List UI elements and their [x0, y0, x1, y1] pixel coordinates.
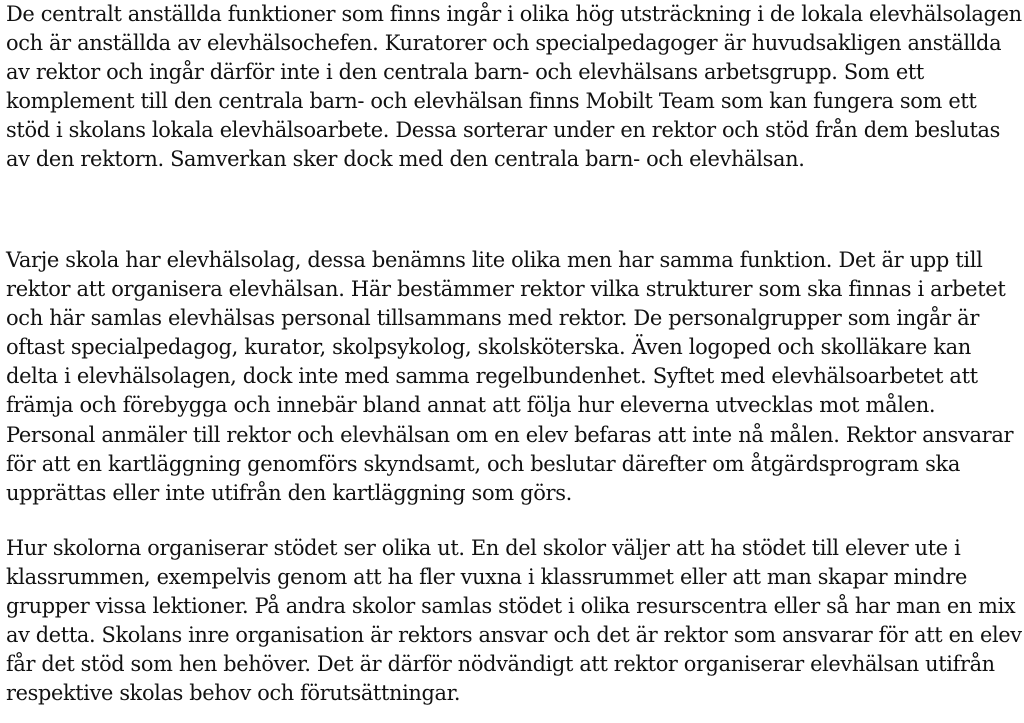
paragraph-support-organisation — [6, 534, 1024, 709]
text-line: får det stöd som hen behöver. Det är därför nödvändigt att rektor organiserar elevhälsan utifrån — [6, 652, 995, 677]
text-line: och här samlas elevhälsas personal tillsammans med rektor. De personalgrupper som ingår är — [6, 306, 980, 331]
text-line: upprättas eller inte utifrån den kartläggning som görs. — [6, 480, 572, 505]
text-line: delta i elevhälsolagen, dock inte med samma regelbundenhet. Syftet med elevhälsoarbetet att — [6, 364, 978, 389]
text-line: av rektor och ingår därför inte i den centrala barn- och elevhälsans arbetsgrupp. Som ett — [6, 60, 924, 85]
paragraph-school-health-teams — [6, 246, 1013, 508]
text-line: klassrummen, exempelvis genom att ha fler vuxna i klassrummet eller att man skapar mindre — [6, 565, 967, 590]
text-line: komplement till den centrala barn- och elevhälsan finns Mobilt Team som kan fungera som ett — [6, 89, 977, 114]
text-line: rektor att organisera elevhälsan. Här bestämmer rektor vilka strukturer som ska finnas i arbetet — [6, 277, 1006, 302]
paragraph-central-functions — [6, 0, 1024, 175]
text-line: av detta. Skolans inre organisation är rektors ansvar och det är rektor som ansvarar för att en elev — [6, 623, 1022, 648]
text-line: respektive skolas behov och förutsättningar. — [6, 681, 461, 706]
text-line: främja och förebygga och innebär bland annat att följa hur eleverna utvecklas mot målen. — [6, 393, 936, 418]
text-line: Hur skolorna organiserar stödet ser olika ut. En del skolor väljer att ha stödet till elever ute i — [6, 536, 961, 560]
text-line: och är anställda av elevhälsochefen. Kuratorer och specialpedagoger är huvudsakligen anställda — [6, 31, 1002, 56]
text-line: av den rektorn. Samverkan sker dock med den centrala barn- och elevhälsan. — [6, 147, 805, 172]
text-line: De centralt anställda funktioner som finns ingår i olika hög utsträckning i de lokala elevhälsolagen — [6, 2, 1022, 26]
text-line: Personal anmäler till rektor och elevhälsan om en elev befaras att inte nå målen. Rektor ansvarar — [6, 422, 1014, 447]
text-line: oftast specialpedagog, kurator, skolpsykolog, skolsköterska. Även logoped och skolläkare kan — [6, 335, 971, 360]
text-line: för att en kartläggning genomförs skyndsamt, och beslutar därefter om åtgärdsprogram ska — [6, 451, 961, 476]
text-line: stöd i skolans lokala elevhälsoarbete. Dessa sorterar under en rektor och stöd från dem beslutas — [6, 118, 1001, 143]
text-line: grupper vissa lektioner. På andra skolor samlas stödet i olika resurscentra eller så har man en mix — [6, 594, 1016, 619]
text-line: Varje skola har elevhälsolag, dessa benämns lite olika men har samma funktion. Det är upp till — [6, 248, 983, 272]
